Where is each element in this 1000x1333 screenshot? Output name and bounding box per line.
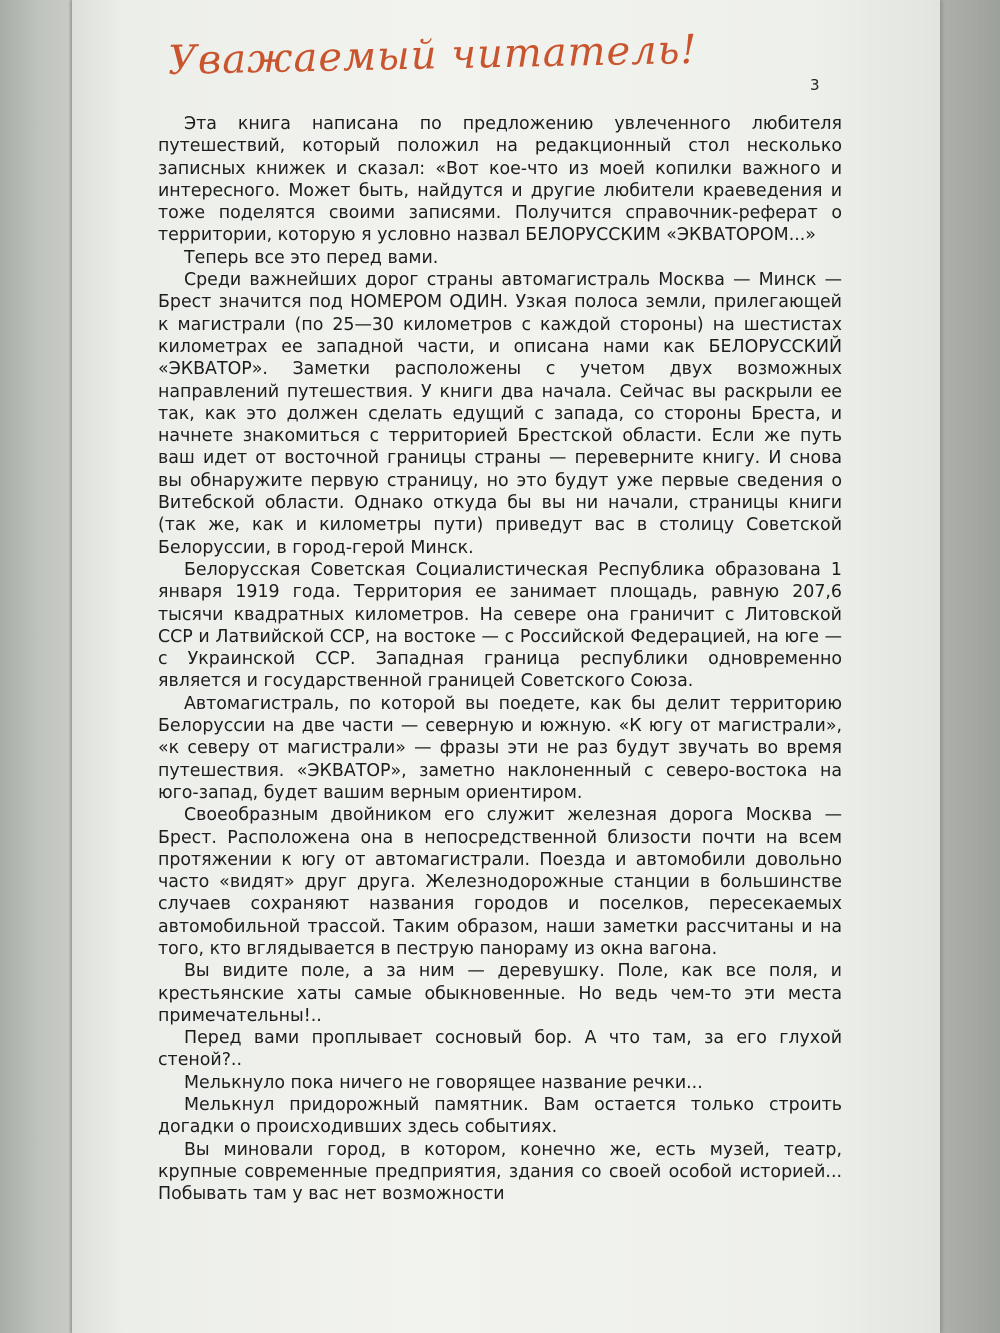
book-cover-right xyxy=(938,0,1000,1333)
paragraph-1: Эта книга написана по предложению увлеченного любителя путешествий, который положил на редакционный стол несколько записных книжек и сказал: «Вот кое-что из моей копилки важного и интересного. Может быть, найдутся и другие любители краеведения и тоже поделятся своими записями. Получится справочник-реферат о территории, которую я условно назвал БЕЛОРУССКИМ «ЭКВАТОРОМ...» xyxy=(158,114,842,246)
paragraph-10: Мелькнул придорожный памятник. Вам остается только строить догадки о происходивших здесь событиях. xyxy=(158,1095,842,1138)
paragraph-4: Белорусская Советская Социалистическая Республика образована 1 января 1919 года. Территория ее занимает площадь, равную 207,6 тысячи квадратных километров. На севере она граничит с Литовской ССР и Латвийской ССР, на востоке — с Российской Федерацией, на юге — с Украинской ССР. Западная граница республики одновременно является и государственной границей Советского Союза. xyxy=(158,559,842,692)
paragraph-11: Вы миновали город, в котором, конечно же, есть музей, театр, крупные современные предприятия, здания со своей особой историей... Побывать там у вас нет возможности xyxy=(158,1139,842,1205)
paragraph-3: Среди важнейших дорог страны автомагистраль Москва — Минск — Брест значится под НОМЕРОМ ОДИН. Узкая полоса земли, прилегающей к магистрали (по 25—30 километров с каждой стороны) на шестистах километрах ее западной части, и описана нами как БЕЛОРУССКИЙ «ЭКВАТОР». Заметки расположены с учетом двух возможных направлений путешествия. У книги два начала. Сейчас вы раскрыли ее так, как это должен сделать едущий с запада, со стороны Бреста, и начнете знакомиться с территорией Брестской области. Если же путь ваш идет от восточной границы страны — переверните книгу. И снова вы обнаружите первую страницу, но это будут уже первые сведения о Витебской области. Однако откуда бы вы ни начали, страницы книги (так же, как и километры пути) приведут вас в столицу Советской Белоруссии, в город-герой Минск. xyxy=(158,270,842,558)
paragraph-8: Перед вами проплывает сосновый бор. А что там, за его глухой стеной?.. xyxy=(158,1028,842,1071)
page-number: 3 xyxy=(810,76,820,94)
paragraph-7: Вы видите поле, а за ним — деревушку. Поле, как все поля, и крестьянские хаты самые обыкновенные. Но ведь чем-то эти места примечательны!.. xyxy=(158,961,842,1026)
paragraph-5: Автомагистраль, по которой вы поедете, как бы делит территорию Белоруссии на две части — северную и южную. «К югу от магистрали», «к северу от магистрали» — фразы эти не раз будут звучать во время путешествия. «ЭКВАТОР», заметно наклоненный с северо-востока на юго-запад, будет вашим верным ориентиром. xyxy=(158,693,842,803)
body-text xyxy=(158,113,842,1206)
page-heading: Уважаемый читатель! xyxy=(167,26,698,84)
paragraph-6: Своеобразным двойником его служит железная дорога Москва — Брест. Расположена она в непосредственной близости почти на всем протяжении к югу от автомагистрали. Поезда и автомобили довольно часто «видят» друг друга. Железнодорожные станции в большинстве случаев сохраняют названия городов и поселков, пересекаемых автомобильной трассой. Таким образом, наши заметки рассчитаны и на того, кто вглядывается в пеструю панораму из окна вагона. xyxy=(158,805,842,959)
paragraph-9: Мелькнуло пока ничего не говорящее название речки... xyxy=(184,1072,703,1093)
paragraph-2: Теперь все это перед вами. xyxy=(184,247,439,268)
book-cover-left xyxy=(0,0,70,1333)
